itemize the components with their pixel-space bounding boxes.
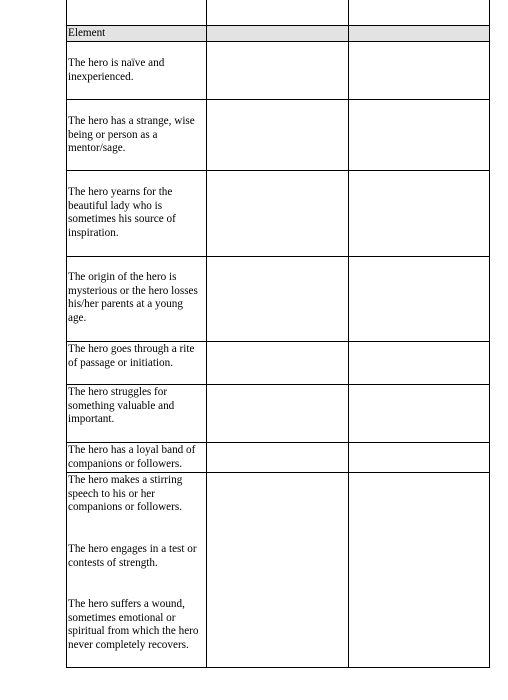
table-cell-element-9: The hero engages in a test or contests of strength. [68,543,197,569]
table-cell-element-8: The hero makes a stirring speech to his or her companions or followers. [68,474,183,514]
table-row-line [66,256,490,257]
table-left-border [66,0,67,668]
table-row-line [66,170,490,171]
table-column-divider-1 [206,0,207,668]
table-row-line [66,442,490,443]
table-row-line [66,99,490,100]
table-right-border [489,0,490,668]
table-cell-element-2: The hero has a strange, wise being or person as a mentor/sage. [68,115,195,155]
table-header-element: Element [68,27,106,39]
table-cell-element-3: The hero yearns for the beautiful lady who is sometimes his source of inspiration. [68,186,176,240]
table-row-line [66,384,490,385]
table-row-line [66,25,490,26]
table-cell-element-1: The hero is naïve and inexperienced. [68,57,165,83]
table-row-line [66,472,490,473]
table-cell-element-4: The origin of the hero is mysterious or the hero losses his/her parents at a young age. [68,271,198,325]
table-row-line [66,341,490,342]
table-bottom-border [66,667,490,668]
table-row-line [66,41,490,42]
table-cell-element-6: The hero struggles for something valuable and important. [68,386,175,426]
table-cell-element-10: The hero suffers a wound, sometimes emotional or spiritual from which the hero never completely recovers. [68,598,199,652]
table-cell-element-5: The hero goes through a rite of passage or initiation. [68,343,195,369]
table-column-divider-2 [348,0,349,668]
table-cell-element-7: The hero has a loyal band of companions or followers. [68,444,196,470]
